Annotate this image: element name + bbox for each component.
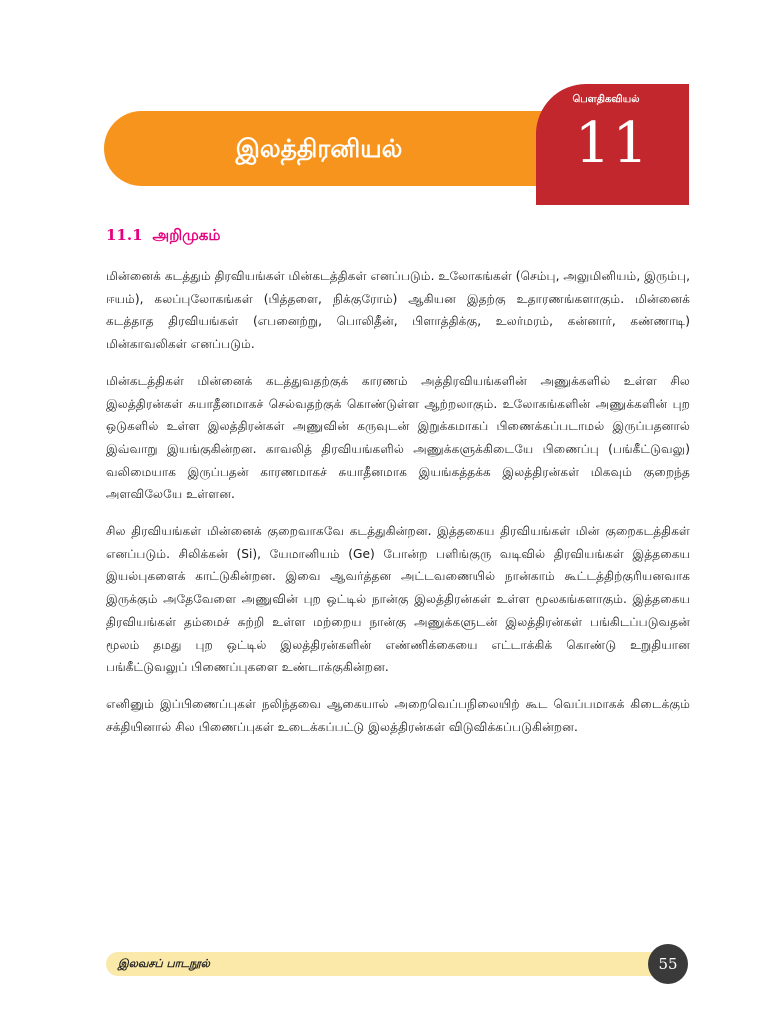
paragraph: மின்கடத்திகள் மின்னைக் கடத்துவதற்குக் காரணம் அத்திரவியங்களின் அணுக்களில் உள்ள சில இலத்திரன்கள் சுயாதீனமாகச் செல்வதற்குக் கொண்டுள்ள ஆற்றலாகும். உலோகங்களின் அணுக்களின் புற ஒடுகளில் உள்ள இலத்திரன்கள் அணுவின் கருவுடன் இறுக்கமாகப் பிணைக்கப்படாமல் இருப்பதனால் இவ்வாறு இயங்குகின்றன. காவலித் திரவியங்களில் அணுக்களுக்கிடையே பிணைப்பு (பங்கீட்டுவலு) வலிமையாக இருப்பதன் காரணமாகச் சுயாதீனமாக இயங்கத்தக்க இலத்திரன்கள் மிகவும் குறைந்த அளவிலேயே உள்ளன. bbox=[106, 373, 690, 502]
paragraph: மின்னைக் கடத்தும் திரவியங்கள் மின்கடத்திகள் எனப்படும். உலோகங்கள் (செம்பு, அலுமினியம், இரும்பு, ஈயம்), கலப்புலோகங்கள் (பித்தளை, நிக்குரோம்) ஆகியன இதற்கு உதாரணங்களாகும். மின்னைக் கடத்தாத திரவியங்கள் (எபனைற்று, பொலிதீன், பிளாத்திக்கு, உலர்மரம், கன்னார், கண்ணாடி) மின்காவலிகள் எனப்படும். bbox=[106, 269, 690, 352]
subject-label: பௌதிகவியல் bbox=[572, 94, 640, 105]
footer-text: இலவசப் பாடநூல் bbox=[118, 957, 210, 970]
chapter-number: 11 bbox=[574, 111, 651, 176]
body-text bbox=[106, 265, 690, 752]
page-number: 55 bbox=[648, 944, 688, 984]
paragraph: எனினும் இப்பிணைப்புகள் நலிந்தவை ஆகையால் அறைவெப்பநிலையிற் கூட வெப்பமாகக் கிடைக்கும் சக்தியினால் சில பிணைப்புகள் உடைக்கப்பட்டு இலத்திரன்கள் விடுவிக்கப்படுகின்றன. bbox=[106, 696, 690, 734]
chapter-banner bbox=[104, 111, 574, 186]
section-heading bbox=[106, 226, 220, 246]
section-title: அறிமுகம் bbox=[152, 226, 221, 244]
chapter-title: இலத்திரனியல் bbox=[235, 134, 403, 163]
chapter-badge bbox=[536, 84, 689, 205]
footer-bar bbox=[106, 952, 661, 976]
paragraph: சில திரவியங்கள் மின்னைக் குறைவாகவே கடத்துகின்றன. இத்தகைய திரவியங்கள் மின் குறைகடத்திகள் எனப்படும். சிலிக்கன் (Si), யேமானியம் (Ge) போன்ற பளிங்குரு வடிவில் திரவியங்கள் இத்தகைய இயல்புகளைக் காட்டுகின்றன. இவை ஆவர்த்தன அட்டவணையில் நான்காம் கூட்டத்திற்குரியனவாக இருக்கும் அதேவேளை அணுவின் புற ஒட்டில் நான்கு இலத்திரன்கள் உள்ள மூலகங்களாகும். இத்தகைய திரவியங்கள் தம்மைச் சுற்றி உள்ள மற்றைய நான்கு அணுக்களுடன் இலத்திரன்கள் பங்கிடப்படுவதன் மூலம் தமது புற ஒட்டில் இலத்திரன்களின் எண்ணிக்கையை எட்டாக்கிக் கொண்டு உறுதியான பங்கீட்டுவலுப் பிணைப்புகளை உண்டாக்குகின்றன. bbox=[106, 524, 690, 675]
section-number: 11.1 bbox=[106, 226, 143, 244]
